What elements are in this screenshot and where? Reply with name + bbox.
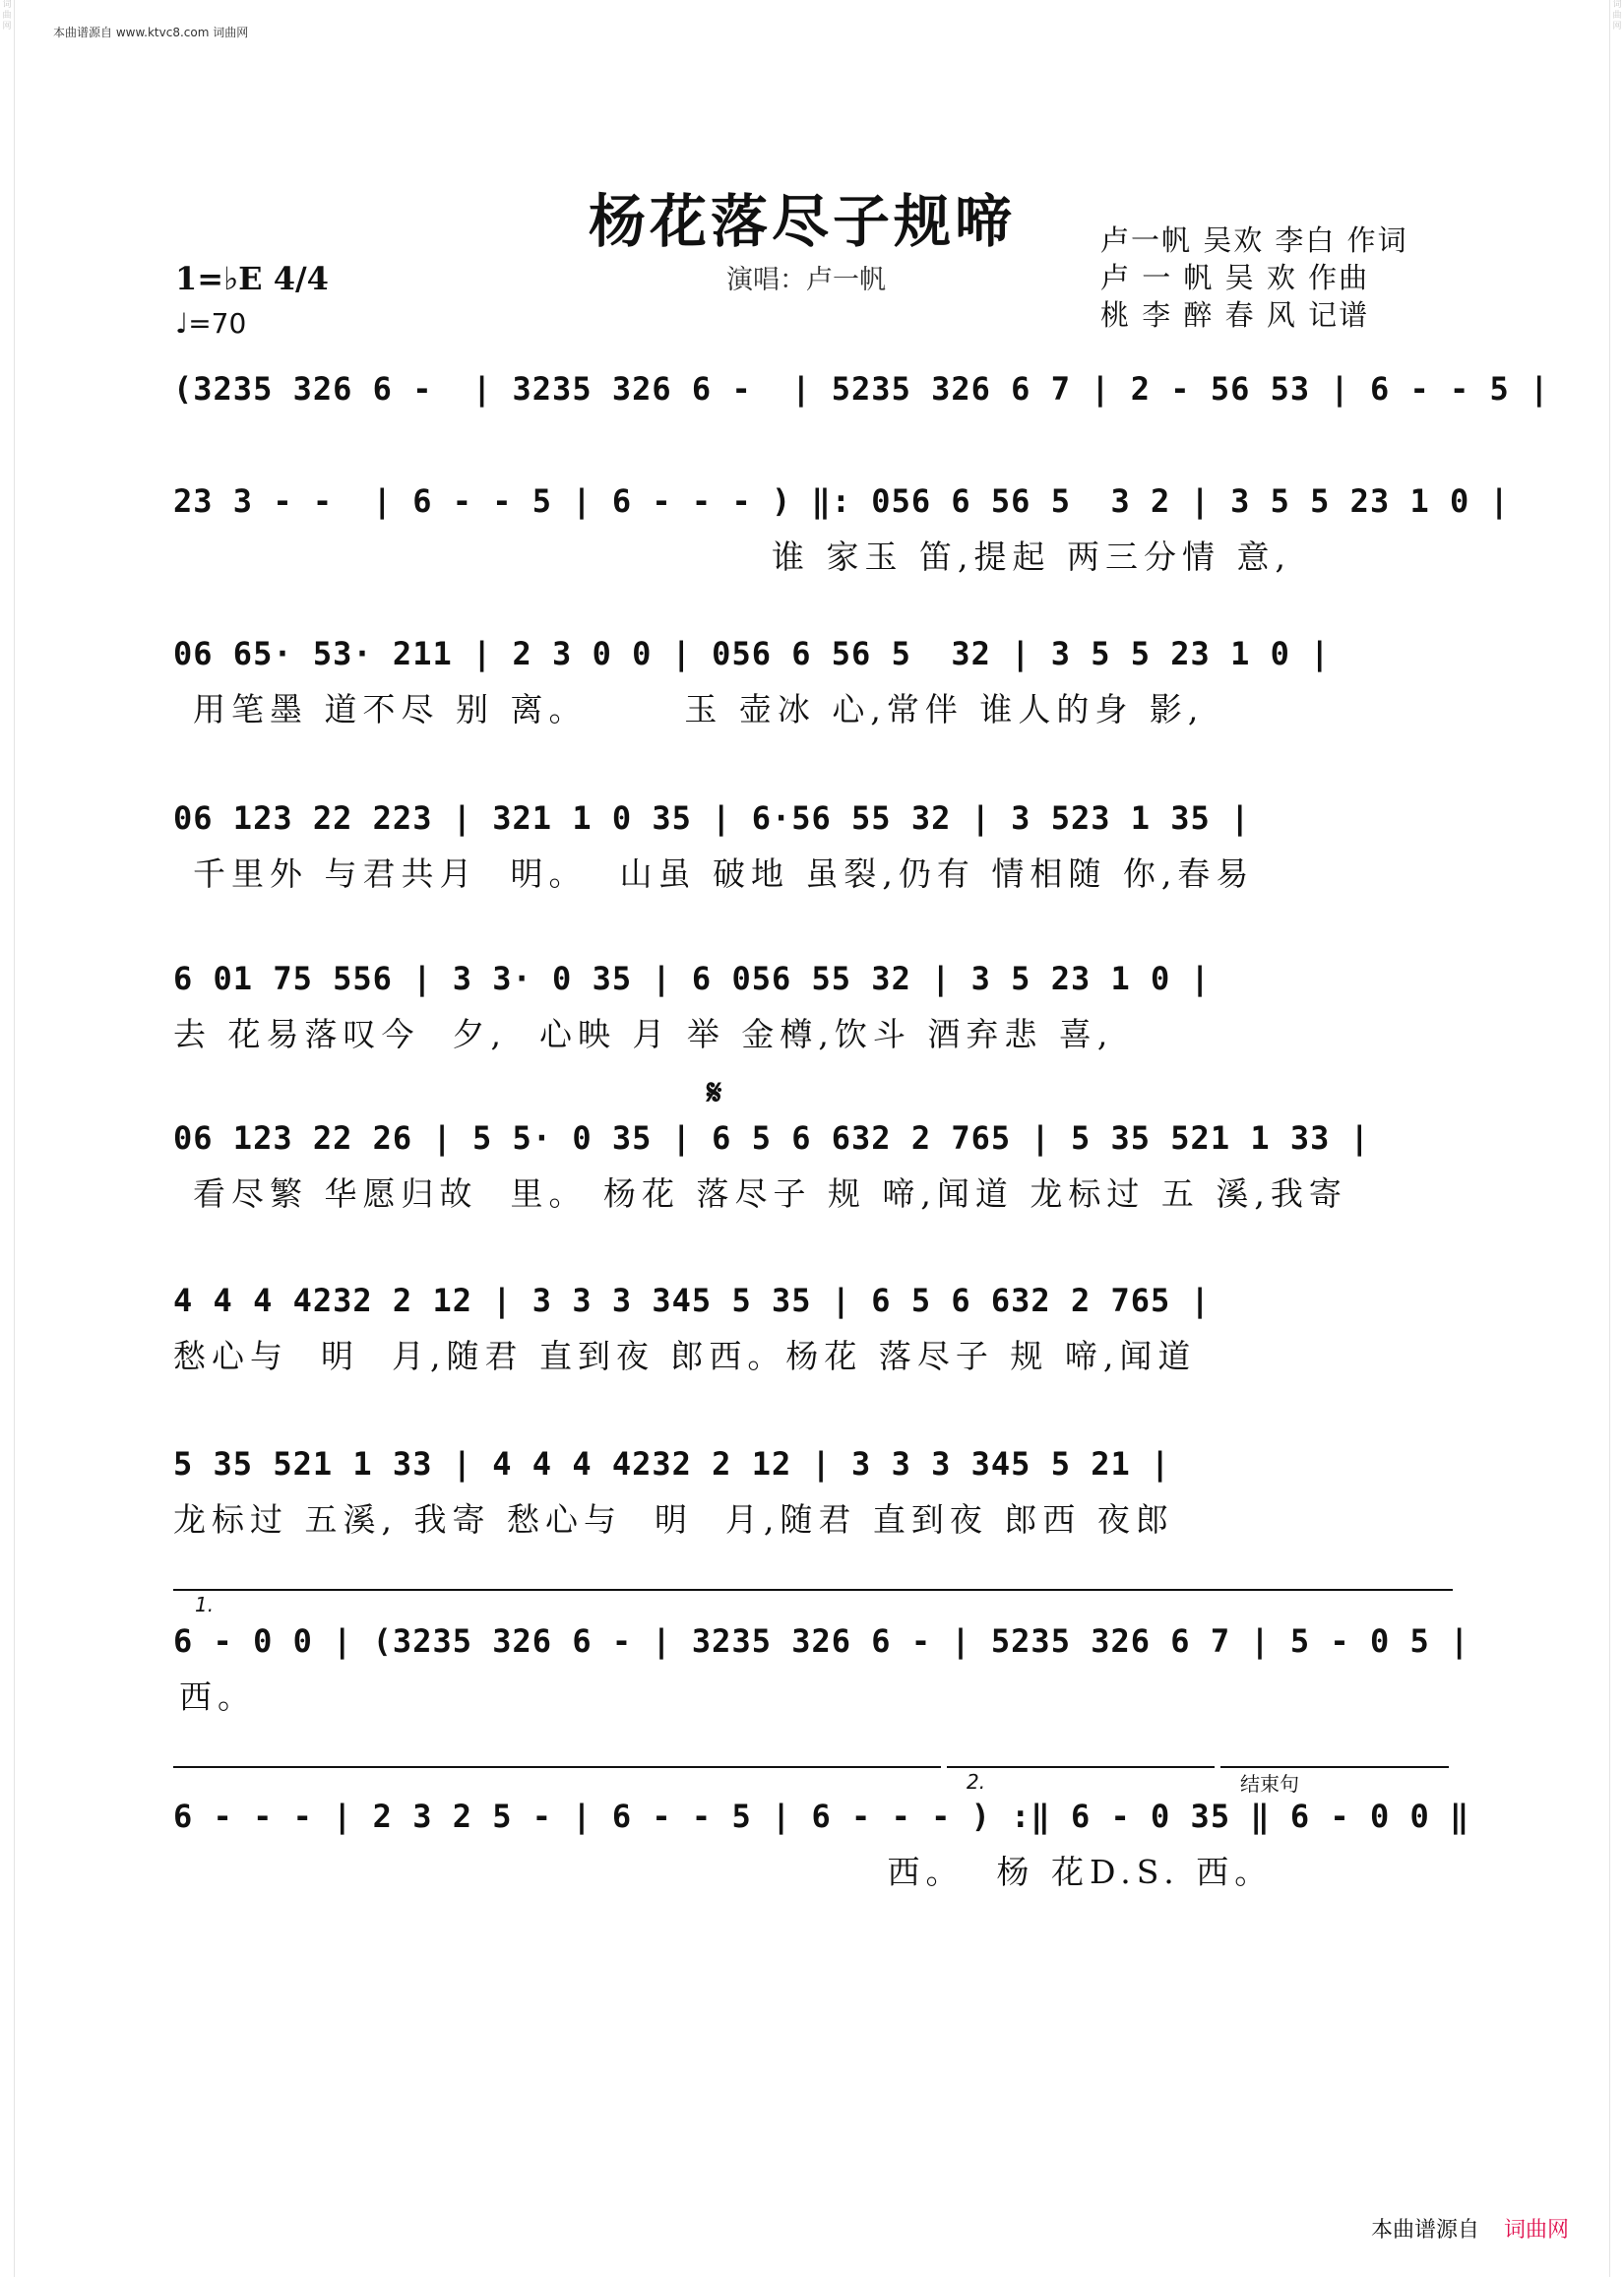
source-note: 本曲谱源自 www.ktvc8.com 词曲网	[53, 26, 249, 39]
notation-line: 06 123 22 223 | 321 1 0 35 | 6·56 55 32 | 3 523 1 35 |	[173, 799, 1251, 837]
tempo-marking: ♩=70	[175, 307, 247, 340]
footer-credit	[1371, 2213, 1569, 2244]
score-row-6	[173, 1119, 1453, 1228]
notation-line: 4 4 4 4232 2 12 | 3 3 3 345 5 35 | 6 5 6 632 2 765 |	[173, 1282, 1211, 1319]
lyric-line: 看尽繁 华愿归故 里。 杨花 落尽子 规 啼,闻道 龙标过 五 溪,我寄	[193, 1174, 1347, 1213]
score-row-2	[173, 482, 1510, 591]
second-ending-bracket	[947, 1766, 1215, 1768]
notation-line: 6 - 0 0 | (3235 326 6 - | 3235 326 6 - | 5235 326 6 7 | 5 - 0 5 |	[173, 1622, 1470, 1660]
notation-line: 6 01 75 556 | 3 3· 0 35 | 6 056 55 32 | 3 5 23 1 0 |	[173, 960, 1211, 997]
lyric-line: 去 花易落叹今 夕, 心映 月 举 金樽,饮斗 酒弃悲 喜,	[173, 1015, 1114, 1053]
score-row-4	[173, 799, 1453, 908]
segno-sign: 𝄋	[707, 1073, 722, 1113]
notation-line: 6 - - - | 2 3 2 5 - | 6 - - 5 | 6 - - - ) :‖ 6 - 0 35 ‖ 6 - 0 0 ‖	[173, 1798, 1470, 1835]
song-title: 杨花落尽子规啼	[589, 188, 1017, 255]
right-margin-text: 词曲网	[1612, 0, 1622, 32]
score-row-9	[173, 1622, 1470, 1731]
footer-brand-2[interactable]: 词曲网	[1503, 2218, 1569, 2243]
lyric-line: 龙标过 五溪, 我寄 愁心与 明 月,随君 直到夜 郎西 夜郎	[173, 1500, 1174, 1539]
score-row-1	[173, 370, 1550, 459]
lyric-line: 千里外 与君共月 明。 山虽 破地 虽裂,仍有 情相随 你,春易	[193, 854, 1255, 893]
second-ending-label: 2.	[967, 1770, 986, 1794]
notation-line: 06 123 22 26 | 5 5· 0 35 | 6 5 6 632 2 765 | 5 35 521 1 33 |	[173, 1119, 1370, 1157]
repeat-top-line	[173, 1766, 941, 1768]
left-margin-text: 词曲网	[2, 0, 12, 32]
first-ending-bracket	[173, 1589, 1453, 1591]
transcriber-credit: 桃 李 醉 春 风 记谱	[1100, 298, 1370, 332]
notation-line: 23 3 - - | 6 - - 5 | 6 - - - ) ‖: 056 6 56 5 3 2 | 3 5 5 23 1 0 |	[173, 482, 1510, 520]
score-row-3	[173, 635, 1453, 743]
lyricist-credit: 卢一帆 吴欢 李白 作词	[1100, 223, 1408, 257]
left-margin-strip	[0, 0, 15, 2277]
notation-line: (3235 326 6 - | 3235 326 6 - | 5235 326 6 7 | 2 - 56 53 | 6 - - 5 |	[173, 370, 1550, 408]
score-row-5	[173, 960, 1453, 1068]
score-row-10	[173, 1798, 1470, 1906]
ending-phrase-label: 结束句	[1240, 1772, 1299, 1796]
score-row-8	[173, 1445, 1453, 1553]
lyric-line: 谁 家玉 笛,提起 两三分情 意,	[772, 538, 1291, 576]
composer-credit: 卢 一 帆 吴 欢 作曲	[1100, 261, 1370, 294]
key-signature: 1=♭E 4/4	[175, 260, 329, 297]
lyric-line: 西。	[179, 1677, 256, 1716]
right-margin-strip	[1609, 0, 1624, 2277]
lyric-line: 用笔墨 道不尽 别 离。 玉 壶冰 心,常伴 谁人的身 影,	[193, 690, 1205, 728]
lyric-line: 西。 杨 花D.S. 西。	[173, 1853, 1274, 1891]
lyric-line: 愁心与 明 月,随君 直到夜 郎西。杨花 落尽子 规 啼,闻道	[173, 1337, 1197, 1375]
first-ending-label: 1.	[195, 1593, 215, 1616]
notation-line: 5 35 521 1 33 | 4 4 4 4232 2 12 | 3 3 3 345 5 21 |	[173, 1445, 1171, 1483]
notation-line: 06 65· 53· 211 | 2 3 0 0 | 056 6 56 5 32 | 3 5 5 23 1 0 |	[173, 635, 1331, 672]
singer-credit: 演唱：卢一帆	[726, 265, 886, 295]
footer-brand-1: 本曲谱源自	[1370, 2218, 1479, 2243]
score-row-7	[173, 1282, 1453, 1390]
